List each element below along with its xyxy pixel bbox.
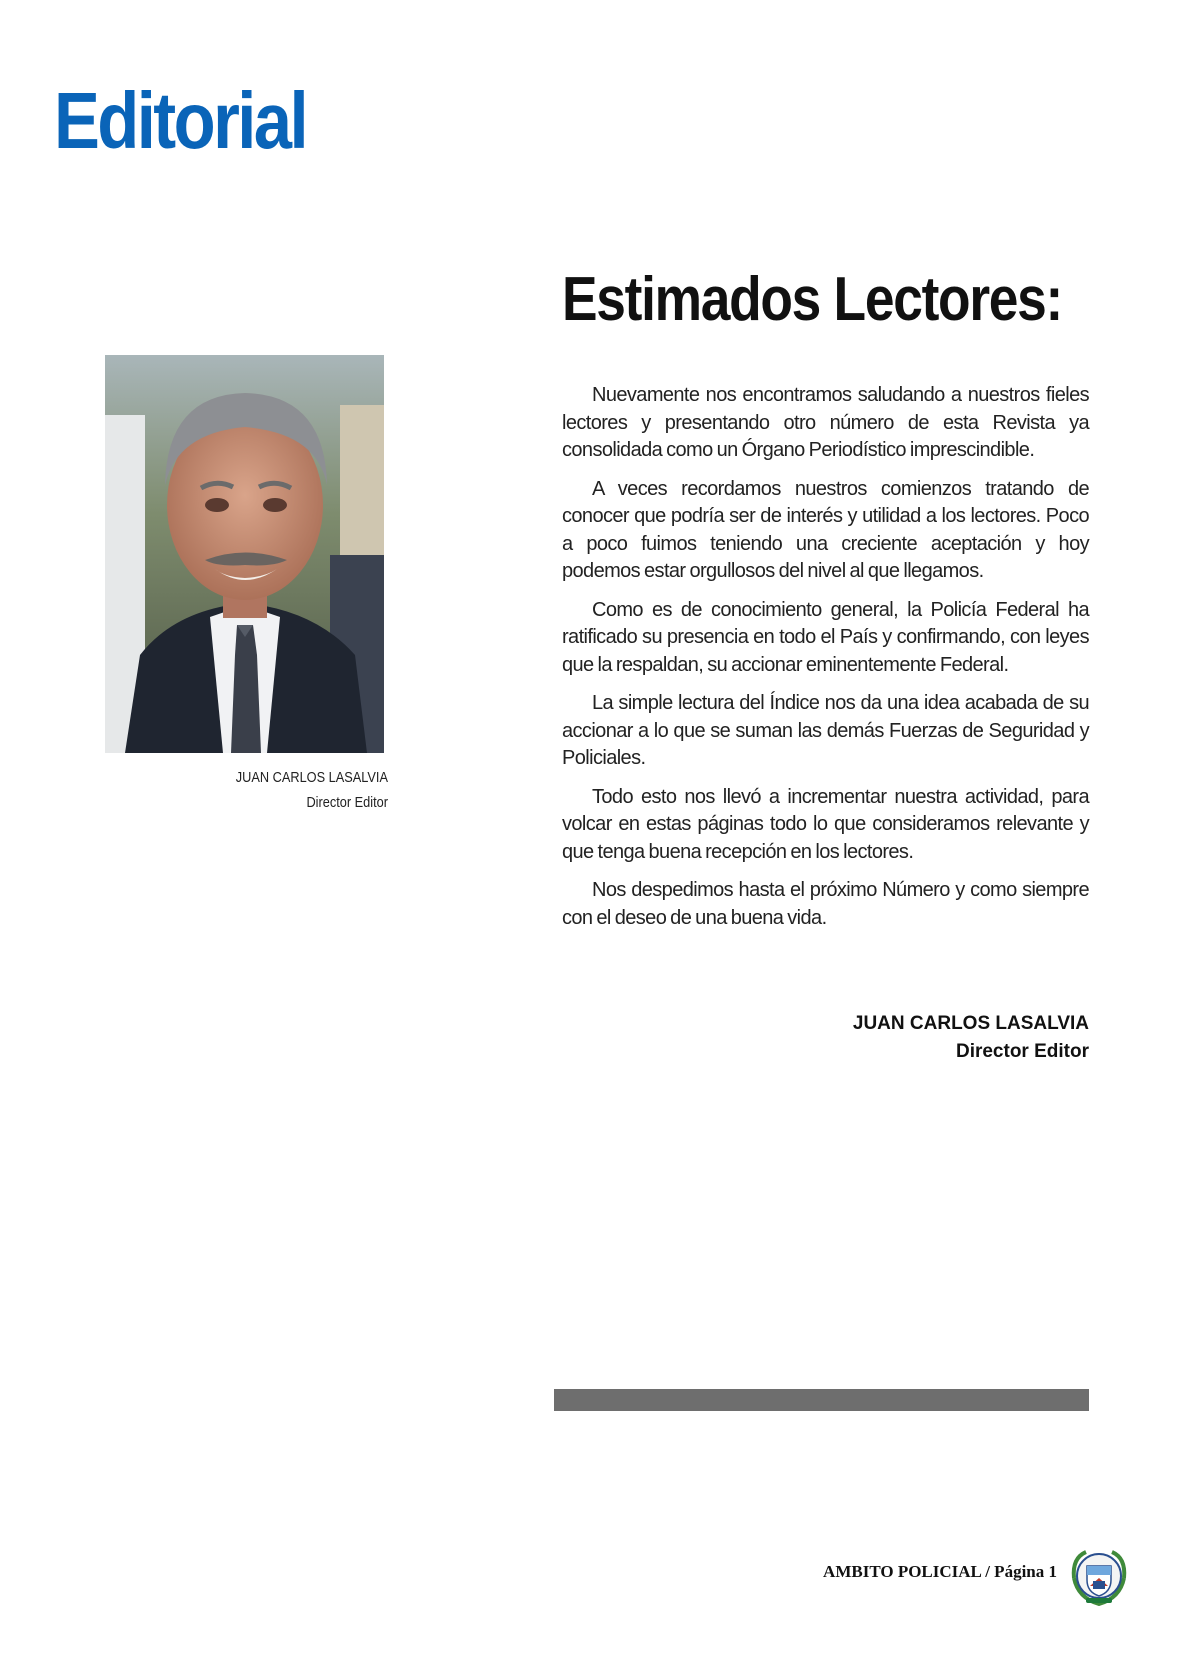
article-paragraph: La simple lectura del Índice nos da una idea acabada de su accionar a lo que se suman las demás Fuerzas de Seguridad y Policiales. — [562, 692, 1089, 769]
article-paragraph: Nos despedimos hasta el próximo Número y como siempre con el deseo de una buena vida. — [562, 879, 1089, 929]
grey-divider-bar — [554, 1389, 1089, 1411]
article-paragraph: Como es de conocimiento general, la Policía Federal ha ratificado su presencia en todo el País y confirmando, con leyes que la respaldan, su accionar eminentemente Federal. — [562, 598, 1089, 676]
article-salutation: Estimados Lectores: — [562, 265, 1062, 334]
article-paragraph: Nuevamente nos encontramos saludando a nuestros fieles lectores y presentando otro número de esta Revista ya consolidada como un Órgano Periodístico imprescindible. — [562, 384, 1089, 461]
section-title: Editorial — [54, 76, 307, 165]
signature-name: JUAN CARLOS LASALVIA — [852, 1013, 1089, 1034]
portrait-illustration — [105, 355, 384, 753]
article-paragraph: A veces recordamos nuestros comienzos tratando de conocer que podría ser de interés y utilidad a los lectores. Poco a poco fuimos teniendo una creciente aceptación y hoy podemos estar orgullosos del nivel al que llegamos. — [562, 477, 1089, 582]
article-paragraph: Todo esto nos llevó a incrementar nuestra actividad, para volcar en estas páginas todo lo que consideramos relevante y que tenga buena recepción en los lectores. — [562, 785, 1089, 863]
article-body — [562, 382, 1089, 943]
page-footer: AMBITO POLICIAL / Página 1 — [823, 1562, 1057, 1581]
police-crest-icon — [1068, 1548, 1130, 1606]
photo-caption-role: Director Editor — [306, 795, 388, 811]
signature-role: Director Editor — [955, 1041, 1089, 1062]
article-signature — [700, 1010, 1089, 1066]
photo-caption — [139, 766, 388, 816]
photo-caption-name: JUAN CARLOS LASALVIA — [235, 770, 388, 786]
director-photo — [105, 355, 384, 753]
